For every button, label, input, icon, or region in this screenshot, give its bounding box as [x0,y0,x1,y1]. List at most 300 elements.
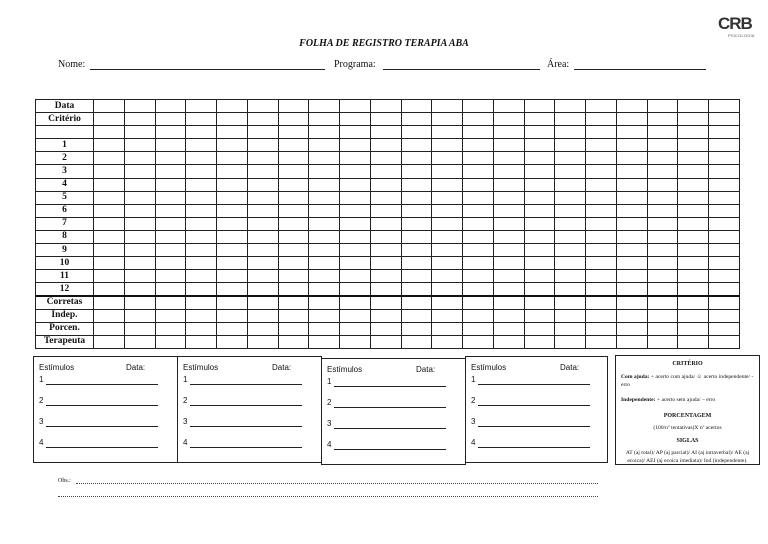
grid-cell[interactable] [401,257,432,270]
grid-cell[interactable] [555,335,586,348]
grid-cell[interactable] [524,230,555,243]
grid-cell[interactable] [586,322,617,335]
stimulus-field[interactable] [478,426,590,427]
grid-cell[interactable] [94,257,125,270]
grid-cell[interactable] [586,152,617,165]
grid-cell[interactable] [124,191,155,204]
grid-cell[interactable] [278,309,309,322]
grid-cell[interactable] [186,139,217,152]
grid-cell[interactable] [463,152,494,165]
grid-cell[interactable] [124,335,155,348]
grid-cell[interactable] [217,309,248,322]
grid-cell[interactable] [586,230,617,243]
grid-cell[interactable] [616,270,647,283]
grid-cell[interactable] [647,283,678,296]
grid-cell[interactable] [247,296,278,309]
grid-cell[interactable] [463,270,494,283]
grid-cell[interactable] [616,126,647,139]
grid-cell[interactable] [340,204,371,217]
grid-cell[interactable] [278,244,309,257]
grid-cell[interactable] [586,165,617,178]
grid-cell[interactable] [432,230,463,243]
grid-cell[interactable] [524,126,555,139]
grid-cell[interactable] [309,322,340,335]
grid-cell[interactable] [555,191,586,204]
grid-cell[interactable] [124,270,155,283]
grid-cell[interactable] [340,309,371,322]
grid-cell[interactable] [616,217,647,230]
grid-cell[interactable] [709,244,740,257]
grid-cell[interactable] [340,100,371,113]
grid-cell[interactable] [463,244,494,257]
grid-cell[interactable] [401,270,432,283]
grid-cell[interactable] [647,113,678,126]
grid-cell[interactable] [493,191,524,204]
grid-cell[interactable] [94,230,125,243]
grid-cell[interactable] [709,152,740,165]
grid-cell[interactable] [340,244,371,257]
grid-cell[interactable] [493,126,524,139]
grid-cell[interactable] [340,283,371,296]
grid-cell[interactable] [401,283,432,296]
grid-cell[interactable] [401,230,432,243]
grid-cell[interactable] [432,191,463,204]
grid-cell[interactable] [278,178,309,191]
area-field[interactable] [574,69,706,70]
grid-cell[interactable] [586,217,617,230]
grid-cell[interactable] [278,257,309,270]
grid-cell[interactable] [370,126,401,139]
grid-cell[interactable] [278,204,309,217]
grid-cell[interactable] [709,335,740,348]
grid-cell[interactable] [309,139,340,152]
grid-cell[interactable] [340,335,371,348]
grid-cell[interactable] [278,270,309,283]
grid-cell[interactable] [709,191,740,204]
grid-cell[interactable] [463,191,494,204]
grid-cell[interactable] [401,322,432,335]
grid-cell[interactable] [94,244,125,257]
grid-cell[interactable] [493,152,524,165]
grid-cell[interactable] [94,191,125,204]
grid-cell[interactable] [309,309,340,322]
grid-cell[interactable] [524,244,555,257]
grid-cell[interactable] [616,139,647,152]
grid-cell[interactable] [247,126,278,139]
stimulus-field[interactable] [46,405,158,406]
grid-cell[interactable] [217,296,248,309]
grid-cell[interactable] [432,270,463,283]
grid-cell[interactable] [709,230,740,243]
grid-cell[interactable] [309,178,340,191]
grid-cell[interactable] [247,113,278,126]
grid-cell[interactable] [586,244,617,257]
stimulus-field[interactable] [190,447,302,448]
grid-cell[interactable] [247,165,278,178]
grid-cell[interactable] [524,335,555,348]
grid-cell[interactable] [217,217,248,230]
grid-cell[interactable] [94,178,125,191]
grid-cell[interactable] [247,257,278,270]
grid-cell[interactable] [463,230,494,243]
grid-cell[interactable] [155,230,186,243]
grid-cell[interactable] [709,283,740,296]
grid-cell[interactable] [217,139,248,152]
grid-cell[interactable] [586,113,617,126]
grid-cell[interactable] [186,257,217,270]
grid-cell[interactable] [217,244,248,257]
grid-cell[interactable] [586,100,617,113]
grid-cell[interactable] [678,335,709,348]
grid-cell[interactable] [555,126,586,139]
grid-cell[interactable] [155,309,186,322]
grid-cell[interactable] [278,335,309,348]
grid-cell[interactable] [586,309,617,322]
grid-cell[interactable] [217,230,248,243]
grid-cell[interactable] [370,165,401,178]
grid-cell[interactable] [401,335,432,348]
grid-cell[interactable] [340,257,371,270]
grid-cell[interactable] [616,100,647,113]
grid-cell[interactable] [401,178,432,191]
grid-cell[interactable] [401,204,432,217]
grid-cell[interactable] [616,244,647,257]
grid-cell[interactable] [616,322,647,335]
grid-cell[interactable] [124,230,155,243]
grid-cell[interactable] [678,230,709,243]
grid-cell[interactable] [524,152,555,165]
grid-cell[interactable] [709,296,740,309]
grid-cell[interactable] [616,309,647,322]
grid-cell[interactable] [155,322,186,335]
grid-cell[interactable] [94,270,125,283]
grid-cell[interactable] [678,244,709,257]
grid-cell[interactable] [586,270,617,283]
grid-cell[interactable] [463,178,494,191]
stimulus-field[interactable] [46,384,158,385]
grid-cell[interactable] [555,165,586,178]
grid-cell[interactable] [647,230,678,243]
grid-cell[interactable] [401,126,432,139]
grid-cell[interactable] [278,230,309,243]
grid-cell[interactable] [94,100,125,113]
grid-cell[interactable] [370,230,401,243]
grid-cell[interactable] [217,191,248,204]
grid-cell[interactable] [186,100,217,113]
grid-cell[interactable] [155,100,186,113]
grid-cell[interactable] [709,139,740,152]
grid-cell[interactable] [94,165,125,178]
grid-cell[interactable] [155,244,186,257]
grid-cell[interactable] [678,113,709,126]
grid-cell[interactable] [493,139,524,152]
grid-cell[interactable] [340,113,371,126]
grid-cell[interactable] [586,283,617,296]
grid-cell[interactable] [555,139,586,152]
grid-cell[interactable] [155,165,186,178]
grid-cell[interactable] [186,270,217,283]
grid-cell[interactable] [155,178,186,191]
grid-cell[interactable] [155,217,186,230]
grid-cell[interactable] [94,335,125,348]
grid-cell[interactable] [309,113,340,126]
grid-cell[interactable] [186,244,217,257]
grid-cell[interactable] [709,217,740,230]
grid-cell[interactable] [432,100,463,113]
grid-cell[interactable] [616,296,647,309]
grid-cell[interactable] [555,100,586,113]
grid-cell[interactable] [432,152,463,165]
grid-cell[interactable] [647,322,678,335]
grid-cell[interactable] [647,139,678,152]
programa-field[interactable] [383,69,540,70]
grid-cell[interactable] [709,204,740,217]
grid-cell[interactable] [493,322,524,335]
grid-cell[interactable] [278,139,309,152]
grid-cell[interactable] [709,126,740,139]
grid-cell[interactable] [586,257,617,270]
grid-cell[interactable] [124,257,155,270]
grid-cell[interactable] [370,204,401,217]
grid-cell[interactable] [493,283,524,296]
grid-cell[interactable] [217,152,248,165]
grid-cell[interactable] [370,191,401,204]
grid-cell[interactable] [247,283,278,296]
grid-cell[interactable] [278,126,309,139]
grid-cell[interactable] [186,309,217,322]
grid-cell[interactable] [340,178,371,191]
grid-cell[interactable] [370,283,401,296]
grid-cell[interactable] [493,335,524,348]
grid-cell[interactable] [186,296,217,309]
grid-cell[interactable] [493,270,524,283]
grid-cell[interactable] [709,113,740,126]
grid-cell[interactable] [278,217,309,230]
stimulus-field[interactable] [334,449,446,450]
grid-cell[interactable] [432,296,463,309]
grid-cell[interactable] [247,335,278,348]
stimulus-field[interactable] [46,447,158,448]
grid-cell[interactable] [647,257,678,270]
grid-cell[interactable] [555,204,586,217]
grid-cell[interactable] [186,165,217,178]
grid-cell[interactable] [124,152,155,165]
grid-cell[interactable] [186,152,217,165]
grid-cell[interactable] [370,322,401,335]
grid-cell[interactable] [94,126,125,139]
grid-cell[interactable] [309,230,340,243]
nome-field[interactable] [90,69,325,70]
grid-cell[interactable] [401,152,432,165]
grid-cell[interactable] [586,191,617,204]
grid-cell[interactable] [555,283,586,296]
grid-cell[interactable] [524,100,555,113]
grid-cell[interactable] [463,113,494,126]
grid-cell[interactable] [401,296,432,309]
grid-cell[interactable] [155,283,186,296]
grid-cell[interactable] [647,296,678,309]
grid-cell[interactable] [94,152,125,165]
grid-cell[interactable] [524,270,555,283]
grid-cell[interactable] [94,283,125,296]
grid-cell[interactable] [94,309,125,322]
grid-cell[interactable] [370,257,401,270]
grid-cell[interactable] [155,335,186,348]
grid-cell[interactable] [124,296,155,309]
grid-cell[interactable] [124,217,155,230]
grid-cell[interactable] [555,178,586,191]
grid-cell[interactable] [678,191,709,204]
grid-cell[interactable] [524,296,555,309]
grid-cell[interactable] [124,139,155,152]
grid-cell[interactable] [309,335,340,348]
grid-cell[interactable] [370,270,401,283]
grid-cell[interactable] [678,309,709,322]
grid-cell[interactable] [463,335,494,348]
grid-cell[interactable] [278,191,309,204]
grid-cell[interactable] [647,152,678,165]
stimulus-field[interactable] [334,428,446,429]
grid-cell[interactable] [524,191,555,204]
grid-cell[interactable] [186,204,217,217]
grid-cell[interactable] [186,126,217,139]
stimulus-field[interactable] [478,384,590,385]
grid-cell[interactable] [678,100,709,113]
grid-cell[interactable] [247,204,278,217]
grid-cell[interactable] [247,244,278,257]
grid-cell[interactable] [278,152,309,165]
grid-cell[interactable] [586,126,617,139]
grid-cell[interactable] [555,270,586,283]
grid-cell[interactable] [616,230,647,243]
grid-cell[interactable] [463,322,494,335]
grid-cell[interactable] [493,100,524,113]
grid-cell[interactable] [524,217,555,230]
grid-cell[interactable] [616,204,647,217]
grid-cell[interactable] [217,178,248,191]
grid-cell[interactable] [340,296,371,309]
grid-cell[interactable] [186,191,217,204]
grid-cell[interactable] [401,100,432,113]
grid-cell[interactable] [647,335,678,348]
grid-cell[interactable] [709,322,740,335]
grid-cell[interactable] [217,126,248,139]
grid-cell[interactable] [524,257,555,270]
grid-cell[interactable] [217,270,248,283]
grid-cell[interactable] [678,270,709,283]
grid-cell[interactable] [247,217,278,230]
grid-cell[interactable] [370,244,401,257]
grid-cell[interactable] [709,165,740,178]
grid-cell[interactable] [432,178,463,191]
grid-cell[interactable] [678,283,709,296]
grid-cell[interactable] [340,322,371,335]
grid-cell[interactable] [524,178,555,191]
stimulus-field[interactable] [334,386,446,387]
grid-cell[interactable] [463,283,494,296]
grid-cell[interactable] [309,296,340,309]
grid-cell[interactable] [647,270,678,283]
grid-cell[interactable] [555,257,586,270]
grid-cell[interactable] [370,335,401,348]
grid-cell[interactable] [678,139,709,152]
grid-cell[interactable] [278,283,309,296]
grid-cell[interactable] [124,100,155,113]
grid-cell[interactable] [432,244,463,257]
grid-cell[interactable] [401,244,432,257]
grid-cell[interactable] [340,152,371,165]
grid-cell[interactable] [709,257,740,270]
grid-cell[interactable] [555,230,586,243]
grid-cell[interactable] [432,335,463,348]
stimulus-field[interactable] [190,384,302,385]
grid-cell[interactable] [586,296,617,309]
grid-cell[interactable] [586,204,617,217]
grid-cell[interactable] [709,270,740,283]
grid-cell[interactable] [309,100,340,113]
grid-cell[interactable] [217,204,248,217]
grid-cell[interactable] [247,230,278,243]
grid-cell[interactable] [309,204,340,217]
grid-cell[interactable] [616,152,647,165]
grid-cell[interactable] [678,296,709,309]
grid-cell[interactable] [309,152,340,165]
grid-cell[interactable] [647,191,678,204]
grid-cell[interactable] [247,139,278,152]
grid-cell[interactable] [401,165,432,178]
grid-cell[interactable] [709,309,740,322]
grid-cell[interactable] [247,309,278,322]
grid-cell[interactable] [340,126,371,139]
grid-cell[interactable] [186,178,217,191]
grid-cell[interactable] [186,335,217,348]
stimulus-field[interactable] [190,426,302,427]
grid-cell[interactable] [370,178,401,191]
grid-cell[interactable] [155,152,186,165]
grid-cell[interactable] [217,100,248,113]
grid-cell[interactable] [493,217,524,230]
grid-cell[interactable] [401,113,432,126]
grid-cell[interactable] [309,270,340,283]
grid-cell[interactable] [340,217,371,230]
grid-cell[interactable] [124,244,155,257]
grid-cell[interactable] [124,126,155,139]
grid-cell[interactable] [524,139,555,152]
grid-cell[interactable] [432,257,463,270]
grid-cell[interactable] [647,178,678,191]
grid-cell[interactable] [217,335,248,348]
grid-cell[interactable] [155,270,186,283]
grid-cell[interactable] [463,217,494,230]
grid-cell[interactable] [401,217,432,230]
grid-cell[interactable] [555,296,586,309]
grid-cell[interactable] [463,257,494,270]
grid-cell[interactable] [155,204,186,217]
grid-cell[interactable] [555,113,586,126]
grid-cell[interactable] [340,165,371,178]
grid-cell[interactable] [186,113,217,126]
grid-cell[interactable] [186,230,217,243]
grid-cell[interactable] [155,139,186,152]
grid-cell[interactable] [370,296,401,309]
grid-cell[interactable] [94,139,125,152]
grid-cell[interactable] [370,113,401,126]
grid-cell[interactable] [278,165,309,178]
grid-cell[interactable] [432,113,463,126]
grid-cell[interactable] [678,322,709,335]
grid-cell[interactable] [432,204,463,217]
grid-cell[interactable] [309,283,340,296]
